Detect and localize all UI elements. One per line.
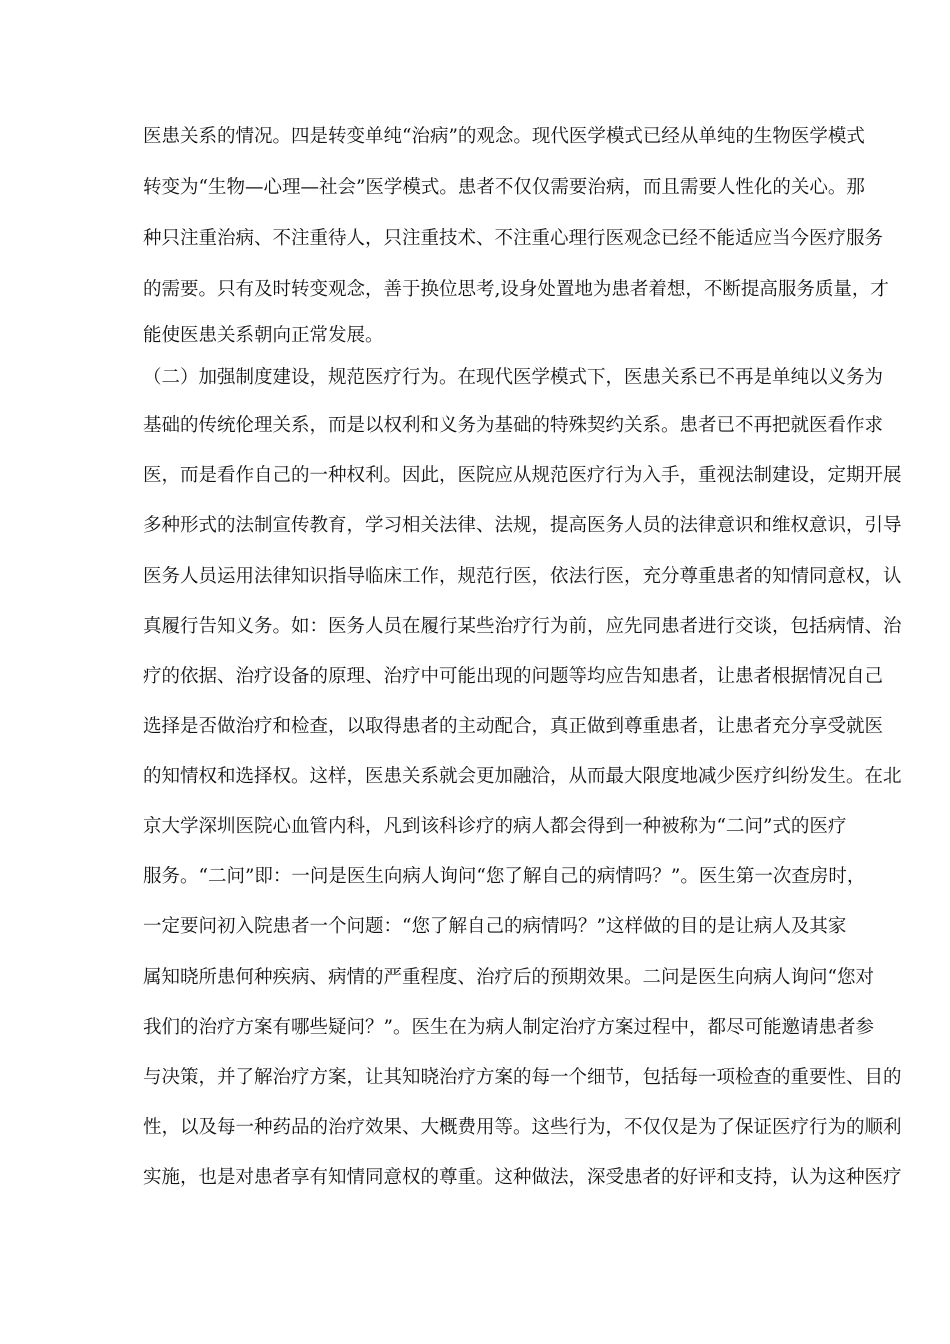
text-line-19: 我们的治疗方案有哪些疑问？”。医生在为病人制定治疗方案过程中，都尽可能邀请患者参 xyxy=(143,1017,874,1038)
text-line-18: 属知晓所患何种疾病、病情的严重程度、治疗后的预期效果。二问是医生向病人询问“您对 xyxy=(143,967,874,988)
text-line-10: 医务人员运用法律知识指导临床工作，规范行医，依法行医，充分尊重患者的知情同意权，认 xyxy=(143,566,902,587)
text-line-14: 的知情权和选择权。这样，医患关系就会更加融洽，从而最大限度地减少医疗纠纷发生。在北 xyxy=(143,766,902,787)
text-line-15: 京大学深圳医院心血管内科，凡到该科诊疗的病人都会得到一种被称为“二问”式的医疗 xyxy=(143,816,847,837)
text-line-1: 医患关系的情况。四是转变单纯“治病”的观念。现代医学模式已经从单纯的生物医学模式 xyxy=(143,126,865,147)
text-line-22: 实施，也是对患者享有知情同意权的尊重。这种做法，深受患者的好评和支持，认为这种医疗 xyxy=(143,1167,902,1188)
text-line-11: 真履行告知义务。如：医务人员在履行某些治疗行为前，应先同患者进行交谈，包括病情、治 xyxy=(143,616,902,637)
text-line-13: 选择是否做治疗和检查，以取得患者的主动配合，真正做到尊重患者，让患者充分享受就医 xyxy=(143,716,884,737)
text-line-8: 医，而是看作自己的一种权利。因此，医院应从规范医疗行为入手，重视法制建设，定期开展 xyxy=(143,465,902,486)
text-line-2: 转变为“生物—心理—社会”医学模式。患者不仅仅需要治病，而且需要人性化的关心。那 xyxy=(143,177,865,198)
text-line-17: 一定要问初入院患者一个问题：“您了解自己的病情吗？”这样做的目的是让病人及其家 xyxy=(143,916,847,937)
text-line-4: 的需要。只有及时转变观念，善于换位思考,设身处置地为患者着想，不断提高服务质量，才 xyxy=(143,279,889,300)
text-line-20: 与决策，并了解治疗方案，让其知晓治疗方案的每一个细节，包括每一项检查的重要性、目的 xyxy=(143,1067,902,1088)
text-line-5: 能使医患关系朝向正常发展。 xyxy=(143,325,384,346)
text-line-16: 服务。“二问”即：一问是医生向病人询问“您了解自己的病情吗？”。医生第一次查房时， xyxy=(143,866,866,887)
text-line-21: 性，以及每一种药品的治疗效果、大概费用等。这些行为，不仅仅是为了保证医疗行为的顺利 xyxy=(143,1117,902,1138)
text-line-9: 多种形式的法制宣传教育，学习相关法律、法规，提高医务人员的法律意识和维权意识，引导 xyxy=(143,515,902,536)
text-line-3: 种只注重治病、不注重待人，只注重技术、不注重心理行医观念已经不能适应当今医疗服务 xyxy=(143,228,884,249)
text-line-12: 疗的依据、治疗设备的原理、治疗中可能出现的问题等均应告知患者，让患者根据情况自己 xyxy=(143,666,884,687)
text-line-6: （二）加强制度建设，规范医疗行为。在现代医学模式下，医患关系已不再是单纯以义务为 xyxy=(143,367,884,388)
text-line-7: 基础的传统伦理关系，而是以权利和义务为基础的特殊契约关系。患者已不再把就医看作求 xyxy=(143,415,884,436)
